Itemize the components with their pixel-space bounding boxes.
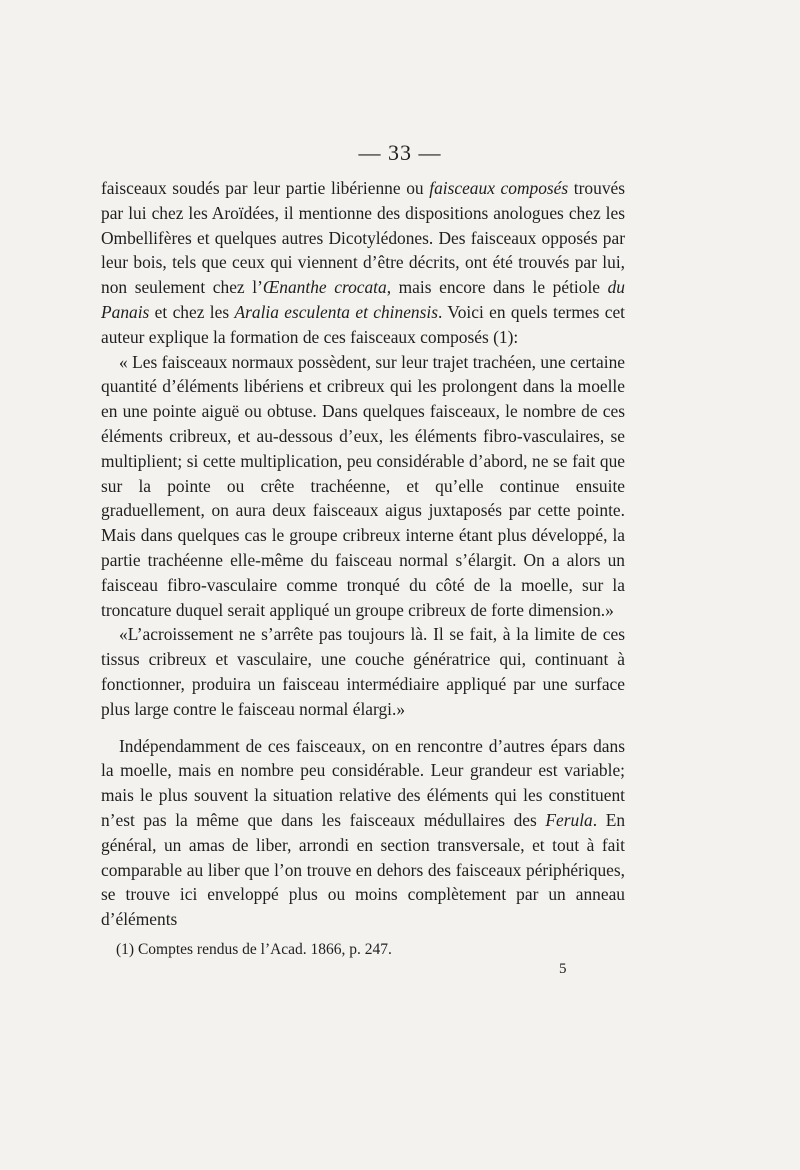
italic-text: Ferula [545, 809, 593, 830]
paragraph [101, 734, 625, 932]
text-run: . Voici en quels termes cet auteur explique la formation de ces faisceaux composés (1): [101, 301, 625, 347]
italic-text: Œnanthe crocata [262, 277, 387, 298]
text-run: « Les faisceaux normaux possèdent, sur leur trajet trachéen, une certaine quantité d’éléments libériens et cribreux qui les prolongent dans la moelle en une pointe aiguë ou obtuse. Dans quelques faisceaux, le nombre de ces éléments cribreux, et au-dessous d’eux, les éléments fibro-vasculaires, se multiplient; si cette multiplication, peu considérable d’abord, ne se fait que sur la pointe ou crête trachéenne, et qu’elle continue ensuite graduellement, on aura deux faisceaux aigus juxtaposés par cette pointe. Mais dans quelques cas le groupe cribreux interne étant plus développé, la partie trachéenne elle-même du faisceau normal s’élargit. On a alors un faisceau fibro-vasculaire comme tronqué du côté de la moelle, sur la troncature duquel serait appliqué un groupe cribreux de forte dimension.» [101, 351, 625, 620]
paragraph [101, 350, 625, 623]
page-header: — 33 — [358, 140, 442, 165]
paragraph [101, 176, 625, 350]
text-run: «L’acroissement ne s’arrête pas toujours là. Il se fait, à la limite de ces tissus cribreux et vasculaire, une couche génératrice qui, continuant à fonctionner, produira un faisceau intermédiaire appliqué par une surface plus large contre le faisceau normal élargi.» [101, 624, 625, 719]
paragraph [101, 622, 625, 721]
text-run: Indépendamment de ces faisceaux, on en rencontre d’autres épars dans la moelle, mais en nombre peu considérable. Leur grandeur est variable; mais le plus souvent la situation relative des éléments qui les constituent n’est pas la même que dans les faisceaux médullaires des [101, 735, 625, 830]
footnote: (1) Comptes rendus de l’Acad. 1866, p. 247. [116, 941, 392, 958]
text-run: faisceaux soudés par leur partie libérienne ou [101, 178, 430, 198]
italic-text: Aralia esculenta et chinensis [234, 301, 438, 322]
text-run: , mais encore dans le pétiole [386, 277, 608, 298]
text-run: . En général, un amas de liber, arrondi en section transversale, et tout à fait comparable au liber que l’on trouve en dehors des faisceaux périphériques, se trouve ici enveloppé plus ou moins complètement par un anneau d’éléments [101, 809, 626, 930]
text-run: et chez les [149, 301, 235, 322]
italic-text: faisceaux composés [429, 178, 569, 198]
text-run: trouvés par lui chez les Aroïdées, il mentionne des dispositions anologues chez les Ombellifères et quelques autres Dicotylédones. Des faisceaux opposés par leur bois, tels que ceux qui viennent d’être décrits, ont été trouvés par lui, non seulement chez l’ [101, 178, 626, 298]
italic-text: du Panais [101, 277, 625, 322]
signature-mark: 5 [559, 961, 567, 977]
body-text [101, 176, 625, 932]
